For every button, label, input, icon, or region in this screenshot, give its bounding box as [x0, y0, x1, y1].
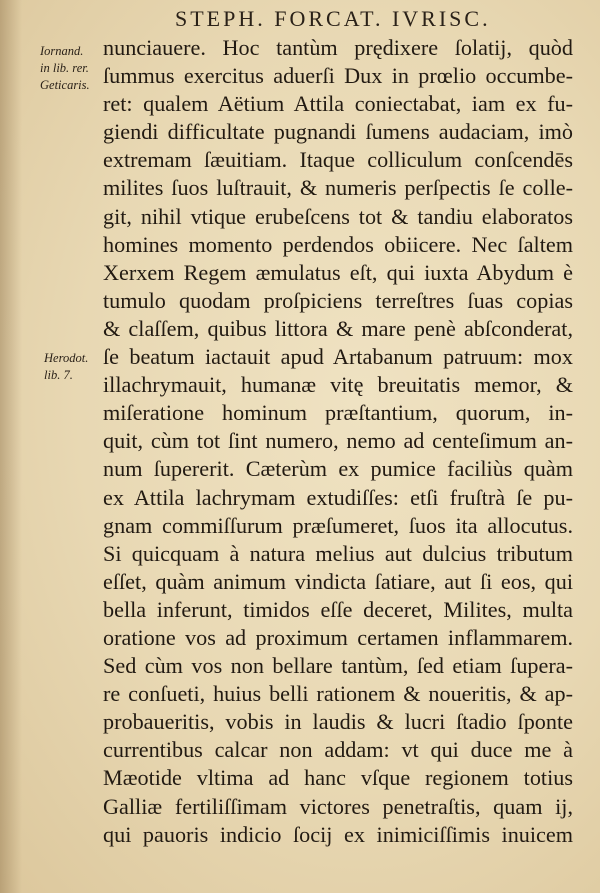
text-line: Xerxem Regem æmulatus eſt, qui iuxta Abydum è	[103, 259, 573, 285]
margin-note-line: in lib. rer.	[40, 61, 89, 75]
text-line: extremam ſæuitiam. Itaque colliculum conſcendēs	[103, 147, 573, 173]
margin-note-line: lib. 7.	[44, 368, 73, 382]
text-line: oratione vos ad proximum certamen inflammarem.	[103, 624, 573, 650]
margin-note-herodotus	[44, 350, 88, 384]
margin-note-line: Herodot.	[44, 351, 89, 365]
margin-note-line: Geticaris.	[40, 78, 90, 92]
text-line: & claſſem, quibus littora & mare penè abſconderat,	[103, 315, 573, 341]
text-line: eſſet, quàm animum vindicta ſatiare, aut ſi eos, qui	[103, 568, 573, 594]
text-line: ſummus exercitus aduerſi Dux in prœlio occumbe-	[103, 63, 573, 89]
text-line: Mæotide vltima ad hanc vſque regionem totius	[103, 765, 573, 791]
text-line: quit, cùm tot ſint numero, nemo ad centeſimum an-	[103, 428, 573, 454]
text-line: nunciauere. Hoc tantùm prędixere ſolatij, quòd	[103, 35, 573, 60]
text-line: miſeratione hominum præſtantium, quorum, in-	[103, 400, 573, 426]
text-line: illachrymauit, humanæ vitę breuitatis memor, &	[103, 372, 573, 398]
text-line: currentibus calcar non addam: vt qui duce me à	[103, 737, 573, 763]
text-line: ex Attila lachrymam extudiſſes: etſi fruſtrà ſe pu-	[103, 484, 573, 510]
body-text	[103, 34, 573, 849]
text-line: bella inferunt, timidos eſſe deceret, Milites, multa	[103, 596, 573, 622]
text-line: git, nihil vtique erubeſcens tot & tandiu elaboratos	[103, 203, 573, 229]
text-line: ret: qualem Aëtium Attila coniectabat, iam ex fu-	[103, 91, 573, 117]
text-line: ſe beatum iactauit apud Artabanum patruum: mox	[103, 344, 573, 370]
text-line: Sed cùm vos non bellare tantùm, ſed etiam ſupera-	[103, 653, 573, 679]
text-line: re conſueti, huius belli rationem & noueritis, & ap-	[103, 681, 573, 707]
text-line: probaueritis, vobis in laudis & lucri ſtadio ſponte	[103, 709, 573, 735]
text-line: Galliæ fertiliſſimam victores penetraſtis, quam ij,	[103, 793, 573, 819]
text-line: homines momento perdendos obiicere. Nec ſaltem	[103, 231, 573, 257]
text-line: gnam commiſſurum præſumeret, ſuos ita allocutus.	[103, 512, 573, 538]
text-line: milites ſuos luſtrauit, & numeris perſpectis ſe colle-	[103, 175, 573, 201]
margin-note-line: Iornand.	[40, 44, 84, 58]
running-head: STEPH. FORCAT. IVRISC.	[175, 6, 491, 31]
margin-note-jornandes	[40, 43, 90, 94]
text-line: qui pauoris indicio ſocij ex inimiciſſimis inuicem	[103, 821, 573, 847]
spine-shadow	[0, 0, 22, 893]
text-line: giendi difficultate pugnandi ſumens audaciam, imò	[103, 119, 573, 145]
text-line: Si quicquam à natura melius aut dulcius tributum	[103, 540, 573, 566]
text-line: tumulo quodam proſpiciens terreſtres ſuas copias	[103, 287, 573, 313]
text-line: num ſupererit. Cæterùm ex pumice faciliùs quàm	[103, 456, 573, 482]
